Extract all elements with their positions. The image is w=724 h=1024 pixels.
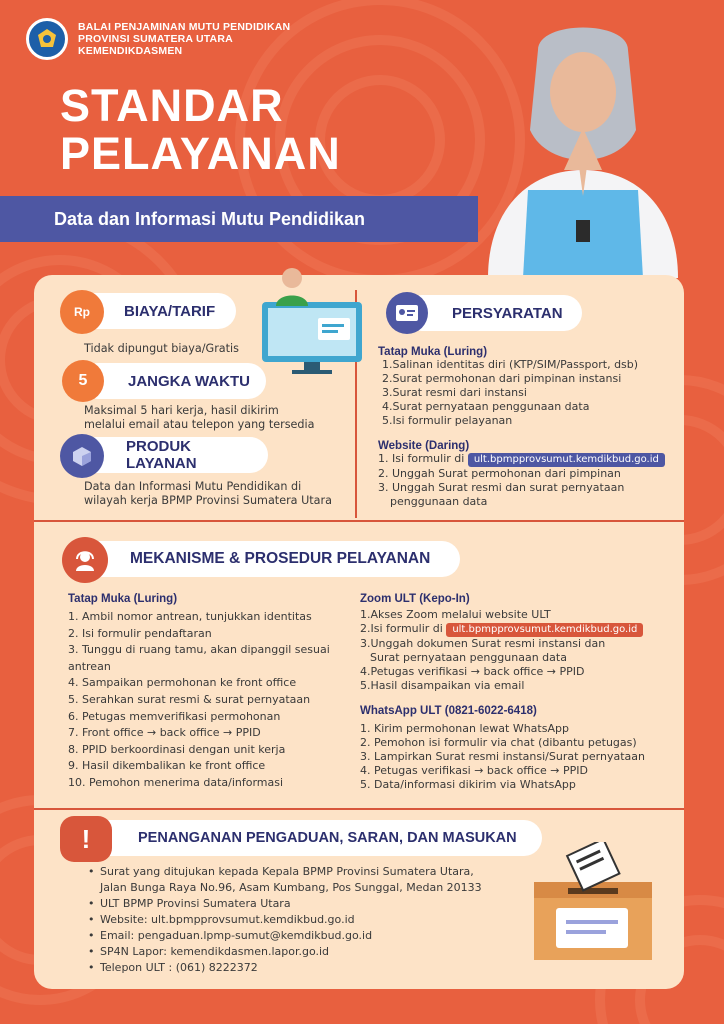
section-divider-2 (34, 808, 684, 810)
pengaduan-heading (90, 820, 542, 856)
calendar-icon (62, 360, 104, 402)
list-item: 3.Unggah dokumen Surat resmi instansi dan (360, 637, 606, 650)
org-line-3: KEMENDIKDASMEN (78, 45, 183, 57)
list-item: 4.Surat pernyataan penggunaan data (382, 400, 590, 413)
persyaratan-heading-label: PERSYARATAN (452, 304, 563, 322)
list-item: 2. Pemohon isi formulir via chat (dibantu petugas) (360, 736, 637, 749)
list-item: 4. Petugas verifikasi → back office → PPID (360, 764, 588, 777)
id-card-icon (386, 292, 428, 334)
produk-heading-label: PRODUK LAYANAN (126, 438, 197, 472)
ministry-logo (26, 18, 68, 60)
mekanisme-luring (68, 593, 348, 792)
biaya-text: Tidak dipungut biaya/Gratis (84, 342, 239, 355)
mekanisme-zoom-title: Zoom ULT (Kepo-In) (360, 593, 470, 605)
list-item: • ULT BPMP Provinsi Sumatera Utara (88, 896, 528, 912)
list-item: antrean (68, 659, 111, 673)
box-icon (60, 434, 104, 478)
org-name (78, 21, 290, 57)
pengaduan-items (88, 864, 528, 976)
mekanisme-luring-list (68, 609, 348, 792)
headset-icon (62, 537, 108, 583)
calendar-icon-text: 5 (78, 372, 88, 389)
money-icon-text: Rp (74, 305, 90, 319)
org-line-2: PROVINSI SUMATERA UTARA (78, 33, 233, 45)
mekanisme-heading-label: MEKANISME & PROSEDUR PELAYANAN (130, 550, 431, 567)
daring1-prefix: 1. Isi formulir di (378, 452, 465, 465)
list-item: penggunaan data (390, 495, 488, 508)
list-item: • SP4N Lapor: kemendikdasmen.lapor.go.id (88, 944, 528, 960)
mekanisme-wa-title: WhatsApp ULT (0821-6022-6418) (360, 705, 537, 717)
list-item (88, 864, 528, 896)
produk-heading (78, 437, 268, 473)
mekanisme-zoom (360, 593, 670, 693)
list-item: Surat pernyataan penggunaan data (370, 651, 567, 664)
mekanisme-zoom-list (360, 608, 670, 693)
produk-text-1: Data dan Informasi Mutu Pendidikan di (84, 480, 302, 493)
pengaduan-heading-label: PENANGANAN PENGADUAN, SARAN, DAN MASUKAN (138, 830, 517, 846)
list-item: 3.Surat resmi dari instansi (382, 386, 527, 399)
list-item: 1. Kirim permohonan lewat WhatsApp (360, 722, 569, 735)
produk-text (84, 480, 332, 508)
jangka-text-1: Maksimal 5 hari kerja, hasil dikirim (84, 404, 279, 417)
jangka-text-2: melalui email atau telepon yang tersedia (84, 418, 315, 431)
pengaduan-item-1-cont: Jalan Bunga Raya No.96, Asam Kumbang, Pos Sunggal, Medan 20133 (100, 881, 482, 894)
online-service-illustration (252, 258, 372, 378)
zoom2-prefix: 2.Isi formulir di (360, 622, 443, 635)
mekanisme-wa-list (360, 722, 680, 792)
staff-photo (468, 20, 698, 278)
list-item: 9. Hasil dikembalikan ke front office (68, 759, 266, 773)
list-item: 4. Sampaikan permohonan ke front office (68, 676, 297, 690)
section-divider-1 (34, 520, 684, 522)
list-item: 5.Isi formulir pelayanan (382, 414, 513, 427)
list-item: • Website: ult.bpmpprovsumut.kemdikbud.go.id (88, 912, 528, 928)
mekanisme-heading (82, 541, 460, 577)
list-item: 1.Salinan identitas diri (KTP/SIM/Passport, dsb) (382, 358, 639, 371)
persyaratan-luring-list (378, 358, 678, 428)
org-header (26, 18, 290, 60)
persyaratan-daring (378, 440, 678, 509)
title-line-1: STANDAR (60, 80, 284, 131)
persyaratan-daring-list (378, 452, 678, 509)
list-item: 3. Lampirkan Surat resmi instansi/Surat pernyataan (360, 750, 645, 763)
list-item (378, 452, 678, 467)
exclamation-icon: ! (60, 816, 112, 862)
list-item: 2. Isi formulir pendaftaran (68, 626, 212, 640)
list-item: 1. Ambil nomor antrean, tunjukkan identitas (68, 610, 312, 623)
pengaduan-item-1: Surat yang ditujukan kepada Kepala BPMP Provinsi Sumatera Utara, (100, 865, 474, 878)
list-item: 5. Data/informasi dikirim via WhatsApp (360, 778, 576, 791)
org-line-1: BALAI PENJAMINAN MUTU PENDIDIKAN (78, 21, 291, 33)
website-link[interactable]: ult.bpmpprovsumut.kemdikbud.go.id (468, 453, 665, 467)
pengaduan-list (88, 864, 528, 976)
jangka-heading (80, 363, 266, 399)
list-item: 4.Petugas verifikasi → back office → PPID (360, 665, 585, 678)
list-item: 2.Surat permohonan dari pimpinan instansi (382, 372, 622, 385)
list-item: 1.Akses Zoom melalui website ULT (360, 608, 551, 621)
biaya-heading-label: BIAYA/TARIF (124, 302, 216, 320)
list-item: 2. Unggah Surat permohonan dari pimpinan (378, 467, 621, 480)
list-item: 8. PPID berkoordinasi dengan unit kerja (68, 742, 286, 756)
subtitle-text: Data dan Informasi Mutu Pendidikan (54, 208, 366, 229)
suggestion-box-icon (528, 842, 658, 962)
zoom-website-link[interactable]: ult.bpmpprovsumut.kemdikbud.go.id (446, 623, 643, 637)
list-item: • Email: pengaduan.lpmp-sumut@kemdikbud.go.id (88, 928, 528, 944)
list-item: 6. Petugas memverifikasi permohonan (68, 709, 281, 723)
title-line-2: PELAYANAN (60, 128, 341, 179)
money-bag-icon (60, 290, 104, 334)
jangka-heading-label: JANGKA WAKTU (128, 372, 250, 390)
list-item: • Telepon ULT : (061) 8222372 (88, 960, 528, 976)
list-item: 3. Unggah Surat resmi dan surat pernyataan (378, 481, 625, 494)
jangka-text (84, 404, 315, 432)
page-title (60, 82, 341, 178)
list-item (360, 622, 670, 637)
mekanisme-whatsapp (360, 705, 680, 792)
persyaratan-luring (378, 346, 678, 428)
list-item: 3. Tunggu di ruang tamu, akan dipanggil sesuai (68, 643, 330, 657)
persyaratan-daring-title: Website (Daring) (378, 440, 470, 452)
list-item: 5.Hasil disampaikan via email (360, 679, 525, 692)
list-item: 5. Serahkan surat resmi & surat pernyataan (68, 692, 311, 706)
list-item: 7. Front office → back office → PPID (68, 726, 261, 740)
subtitle-banner (0, 196, 478, 242)
list-item: 10. Pemohon menerima data/informasi (68, 775, 284, 789)
persyaratan-luring-title: Tatap Muka (Luring) (378, 346, 488, 358)
persyaratan-heading (404, 295, 582, 331)
mekanisme-luring-title: Tatap Muka (Luring) (68, 593, 178, 605)
produk-text-2: wilayah kerja BPMP Provinsi Sumatera Utara (84, 494, 332, 507)
